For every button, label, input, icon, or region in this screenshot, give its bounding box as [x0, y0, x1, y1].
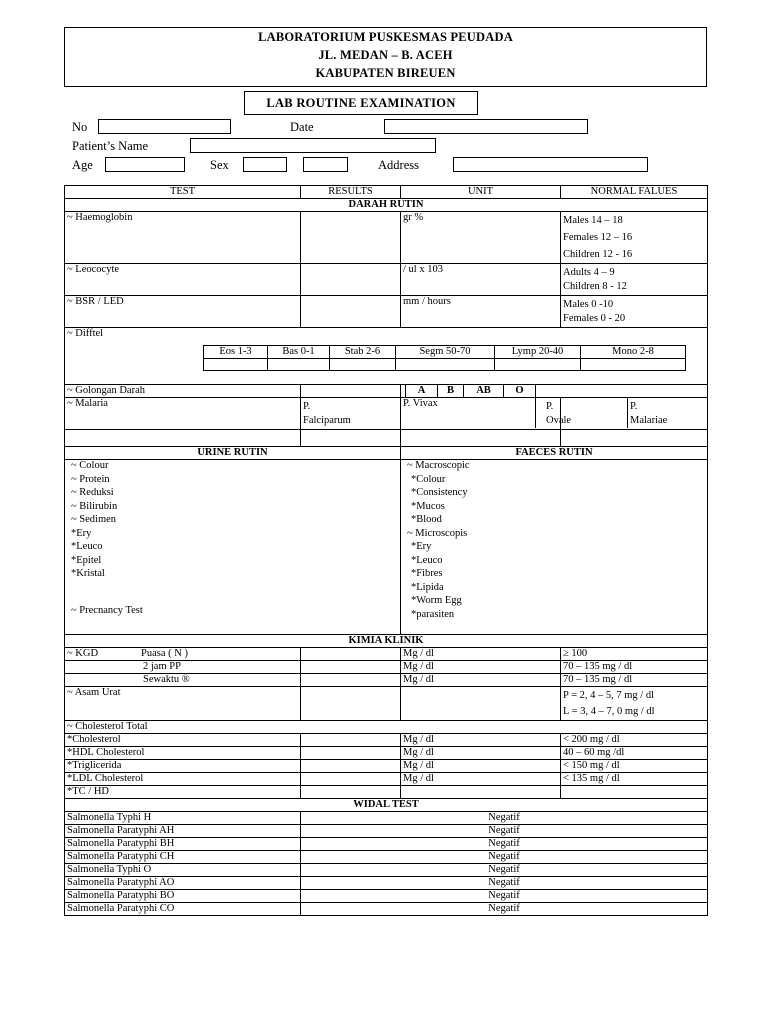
test-name: ~ Leococyte — [65, 264, 301, 296]
pregnancy-test: ~ Precnancy Test — [71, 605, 143, 616]
kgd-sub: Sewaktu ® — [65, 674, 301, 687]
normal-value: Females 12 – 16 — [563, 232, 633, 243]
blood-type-cell — [401, 385, 708, 398]
normal-cell — [561, 296, 708, 328]
kgd-label: ~ KGD — [67, 648, 99, 659]
faeces-item: *Worm Egg — [411, 595, 462, 606]
table-row — [65, 773, 708, 786]
test-name: ~ Cholesterol Total — [65, 721, 708, 734]
normal-cell — [561, 212, 708, 264]
result-cell[interactable] — [301, 430, 401, 447]
difftel-value[interactable] — [495, 359, 581, 371]
result-cell[interactable] — [301, 296, 401, 328]
col-unit: UNIT — [401, 186, 561, 199]
normal-cell — [561, 264, 708, 296]
difftel-eos: Eos 1-3 — [204, 346, 268, 359]
normal-cell: 70 – 135 mg / dl — [561, 674, 708, 687]
normal-value: Children 12 - 16 — [563, 249, 633, 260]
table-row — [65, 721, 708, 734]
widal-test-name: Salmonella Typhi H — [65, 812, 301, 825]
table-row — [65, 385, 708, 398]
table-row — [65, 864, 708, 877]
blood-type-o[interactable]: O — [504, 385, 536, 397]
faeces-item: *Fibres — [411, 568, 443, 579]
table-row — [65, 825, 708, 838]
no-label: No — [72, 120, 88, 134]
normal-cell: 40 – 60 mg /dl — [561, 747, 708, 760]
urine-item: *Ery — [71, 527, 92, 539]
difftel-bas: Bas 0-1 — [268, 346, 330, 359]
faeces-item: *parasiten — [411, 608, 455, 620]
normal-value: P = 2, 4 – 5, 7 mg / dl — [563, 690, 654, 701]
unit-cell: Mg / dl — [401, 760, 561, 773]
test-name: ~ Golongan Darah — [65, 385, 301, 398]
difftel-mono: Mono 2-8 — [581, 346, 686, 359]
unit-cell — [401, 786, 561, 799]
widal-test-name: Salmonella Paratyphi BH — [65, 838, 301, 851]
unit-cell: Mg / dl — [401, 674, 561, 687]
urine-item: ~ Sedimen — [71, 514, 117, 525]
table-row — [65, 890, 708, 903]
result-cell[interactable] — [301, 786, 401, 799]
result-cell[interactable] — [301, 674, 401, 687]
urine-item: *Epitel — [71, 554, 102, 566]
urine-list — [65, 460, 401, 635]
result-cell[interactable] — [301, 773, 401, 786]
widal-result[interactable]: Negatif — [301, 825, 708, 838]
column-header-row — [65, 186, 708, 199]
section-title: KIMIA KLINIK — [65, 635, 708, 648]
result-cell[interactable] — [301, 661, 401, 674]
widal-test-name: Salmonella Paratyphi AH — [65, 825, 301, 838]
faeces-list — [401, 460, 708, 635]
test-name: ~ Malaria — [65, 398, 301, 430]
lab-header — [64, 27, 707, 87]
faeces-item: *Colour — [411, 473, 446, 485]
lab-address: JL. MEDAN – B. ACEH — [318, 48, 453, 62]
difftel-value[interactable] — [204, 359, 268, 371]
normal-cell: ≥ 100 — [561, 648, 708, 661]
form-title: LAB ROUTINE EXAMINATION — [244, 91, 478, 115]
unit-cell: Mg / dl — [401, 734, 561, 747]
widal-result[interactable]: Negatif — [301, 877, 708, 890]
difftel-value[interactable] — [330, 359, 396, 371]
unit-cell: mm / hours — [401, 296, 561, 328]
difftel-cell — [65, 328, 708, 385]
empty-cell[interactable] — [561, 430, 708, 447]
malaria-vivax[interactable] — [401, 398, 536, 428]
section-widal — [65, 799, 708, 812]
widal-result[interactable]: Negatif — [301, 838, 708, 851]
difftel-value[interactable] — [581, 359, 686, 371]
normal-cell: < 200 mg / dl — [561, 734, 708, 747]
normal-value: L = 3, 4 – 7, 0 mg / dl — [563, 706, 655, 717]
table-row — [65, 674, 708, 687]
unit-cell: Mg / dl — [401, 773, 561, 786]
widal-test-name: Salmonella Paratyphi BO — [65, 890, 301, 903]
malaria-spacer — [561, 398, 628, 428]
test-name: ~ Difftel — [67, 328, 104, 339]
test-name: *TC / HD — [65, 786, 301, 799]
result-sheet — [64, 185, 708, 916]
blood-type-a[interactable]: A — [406, 385, 438, 397]
faeces-item: ~ Macroscopic — [407, 460, 470, 471]
faeces-item: *Consistency — [411, 487, 468, 498]
test-name: *HDL Cholesterol — [65, 747, 301, 760]
table-row — [65, 812, 708, 825]
no-field[interactable] — [98, 119, 231, 134]
faeces-item: *Ery — [411, 541, 432, 552]
table-row — [65, 734, 708, 747]
blood-type-b[interactable]: B — [438, 385, 464, 397]
faeces-item: *Leuco — [411, 554, 443, 566]
table-row — [65, 430, 708, 447]
normal-value: Males 14 – 18 — [563, 215, 623, 226]
normal-value: Adults 4 – 9 — [563, 267, 615, 278]
difftel-value[interactable] — [268, 359, 330, 371]
urine-item: *Leuco — [71, 541, 103, 552]
table-row — [65, 851, 708, 864]
table-row — [65, 212, 708, 264]
malaria-vivax-ovale — [401, 398, 572, 430]
normal-value: Males 0 -10 — [563, 299, 614, 310]
result-cell[interactable] — [301, 648, 401, 661]
result-cell[interactable] — [301, 760, 401, 773]
empty-cell — [65, 430, 301, 447]
normal-cell — [561, 687, 708, 721]
sex-field-2[interactable] — [303, 157, 348, 172]
malaria-label: Ovale — [546, 415, 572, 426]
test-name: ~ Asam Urat — [65, 687, 301, 721]
date-field[interactable] — [384, 119, 588, 134]
difftel-segm: Segm 50-70 — [396, 346, 495, 359]
widal-result[interactable]: Negatif — [301, 890, 708, 903]
faeces-item: *Blood — [411, 514, 442, 525]
table-row — [65, 460, 708, 635]
malaria-label: P. — [546, 401, 554, 412]
urine-item: ~ Reduksi — [71, 487, 114, 498]
table-row — [65, 687, 708, 721]
test-name: ~ Haemoglobin — [65, 212, 301, 264]
widal-test-name: Salmonella Typhi O — [65, 864, 301, 877]
malaria-falciparum[interactable] — [301, 398, 401, 430]
result-cell[interactable] — [301, 687, 401, 721]
malaria-label: P. Vivax — [403, 398, 438, 409]
unit-cell: / ul x 103 — [401, 264, 561, 296]
urine-item: ~ Colour — [71, 460, 109, 471]
difftel-stab: Stab 2-6 — [330, 346, 396, 359]
unit-cell — [401, 687, 561, 721]
normal-cell: < 135 mg / dl — [561, 773, 708, 786]
widal-result[interactable]: Negatif — [301, 903, 708, 916]
faeces-item: ~ Microscopis — [407, 527, 468, 539]
widal-result[interactable]: Negatif — [301, 851, 708, 864]
sex-field-1[interactable] — [243, 157, 287, 172]
table-row — [65, 264, 708, 296]
table-row — [65, 786, 708, 799]
normal-value: Females 0 - 20 — [563, 313, 626, 324]
table-row — [65, 760, 708, 773]
table-row — [65, 296, 708, 328]
patient-name-field[interactable] — [190, 138, 436, 153]
section-title: FAECES RUTIN — [401, 447, 708, 460]
table-row — [65, 648, 708, 661]
result-cell[interactable] — [301, 747, 401, 760]
test-name: *LDL Cholesterol — [65, 773, 301, 786]
widal-test-name: Salmonella Paratyphi CH — [65, 851, 301, 864]
age-field[interactable] — [105, 157, 185, 172]
malaria-label: Malariae — [630, 415, 668, 426]
urine-item: *Kristal — [71, 568, 105, 579]
unit-cell: Mg / dl — [401, 747, 561, 760]
result-cell[interactable] — [301, 264, 401, 296]
malaria-malariae[interactable] — [628, 398, 707, 428]
malaria-label: Falciparum — [303, 415, 351, 426]
difftel-value[interactable] — [396, 359, 495, 371]
lab-name: LABORATORIUM PUSKESMAS PEUDADA — [258, 30, 513, 44]
patient-name-label: Patient’s Name — [72, 139, 149, 153]
malaria-label: P. — [630, 401, 638, 412]
table-row — [65, 877, 708, 890]
section-title: WIDAL TEST — [65, 799, 708, 812]
faeces-item: *Mucos — [411, 500, 445, 512]
table-row — [65, 903, 708, 916]
blood-type-grid — [405, 385, 536, 397]
test-name: *Triglicerida — [65, 760, 301, 773]
normal-cell: 70 – 135 mg / dl — [561, 661, 708, 674]
table-row — [65, 747, 708, 760]
blood-type-ab[interactable]: AB — [464, 385, 504, 397]
section-darah — [65, 199, 708, 212]
malaria-malariae-cell — [561, 398, 708, 430]
normal-cell: < 150 mg / dl — [561, 760, 708, 773]
result-cell[interactable] — [301, 734, 401, 747]
widal-result[interactable]: Negatif — [301, 864, 708, 877]
empty-cell[interactable] — [401, 430, 561, 447]
sex-label: Sex — [210, 158, 229, 172]
section-title: DARAH RUTIN — [65, 199, 708, 212]
result-cell[interactable] — [301, 385, 401, 398]
kgd-sub: 2 jam PP — [65, 661, 301, 674]
widal-test-name: Salmonella Paratyphi CO — [65, 903, 301, 916]
malaria-label: P. — [303, 401, 311, 412]
age-label: Age — [72, 158, 93, 172]
table-row — [65, 398, 708, 430]
normal-cell — [561, 786, 708, 799]
table-row — [65, 661, 708, 674]
difftel-lymp: Lymp 20-40 — [495, 346, 581, 359]
test-name: ~ BSR / LED — [65, 296, 301, 328]
faeces-item: *Lipida — [411, 581, 444, 593]
test-name — [65, 648, 301, 661]
section-kimia — [65, 635, 708, 648]
urine-item: ~ Bilirubin — [71, 500, 118, 512]
normal-value: Children 8 - 12 — [563, 281, 627, 292]
address-label: Address — [378, 158, 419, 172]
widal-result[interactable]: Negatif — [301, 812, 708, 825]
unit-cell: Mg / dl — [401, 661, 561, 674]
table-row — [65, 838, 708, 851]
urine-item: ~ Protein — [71, 473, 110, 485]
result-cell[interactable] — [301, 212, 401, 264]
test-name: *Cholesterol — [65, 734, 301, 747]
col-results: RESULTS — [301, 186, 401, 199]
col-normal: NORMAL FALUES — [561, 186, 708, 199]
unit-cell: Mg / dl — [401, 648, 561, 661]
difftel-grid — [203, 345, 686, 371]
section-urine-faeces — [65, 447, 708, 460]
table-row — [65, 328, 708, 385]
section-title: URINE RUTIN — [65, 447, 401, 460]
address-field[interactable] — [453, 157, 648, 172]
unit-cell: gr % — [401, 212, 561, 264]
kgd-sub: Puasa ( N ) — [141, 648, 188, 659]
date-label: Date — [290, 120, 314, 134]
col-test: TEST — [65, 186, 301, 199]
lab-regency: KABUPATEN BIREUEN — [315, 66, 456, 80]
widal-test-name: Salmonella Paratyphi AO — [65, 877, 301, 890]
